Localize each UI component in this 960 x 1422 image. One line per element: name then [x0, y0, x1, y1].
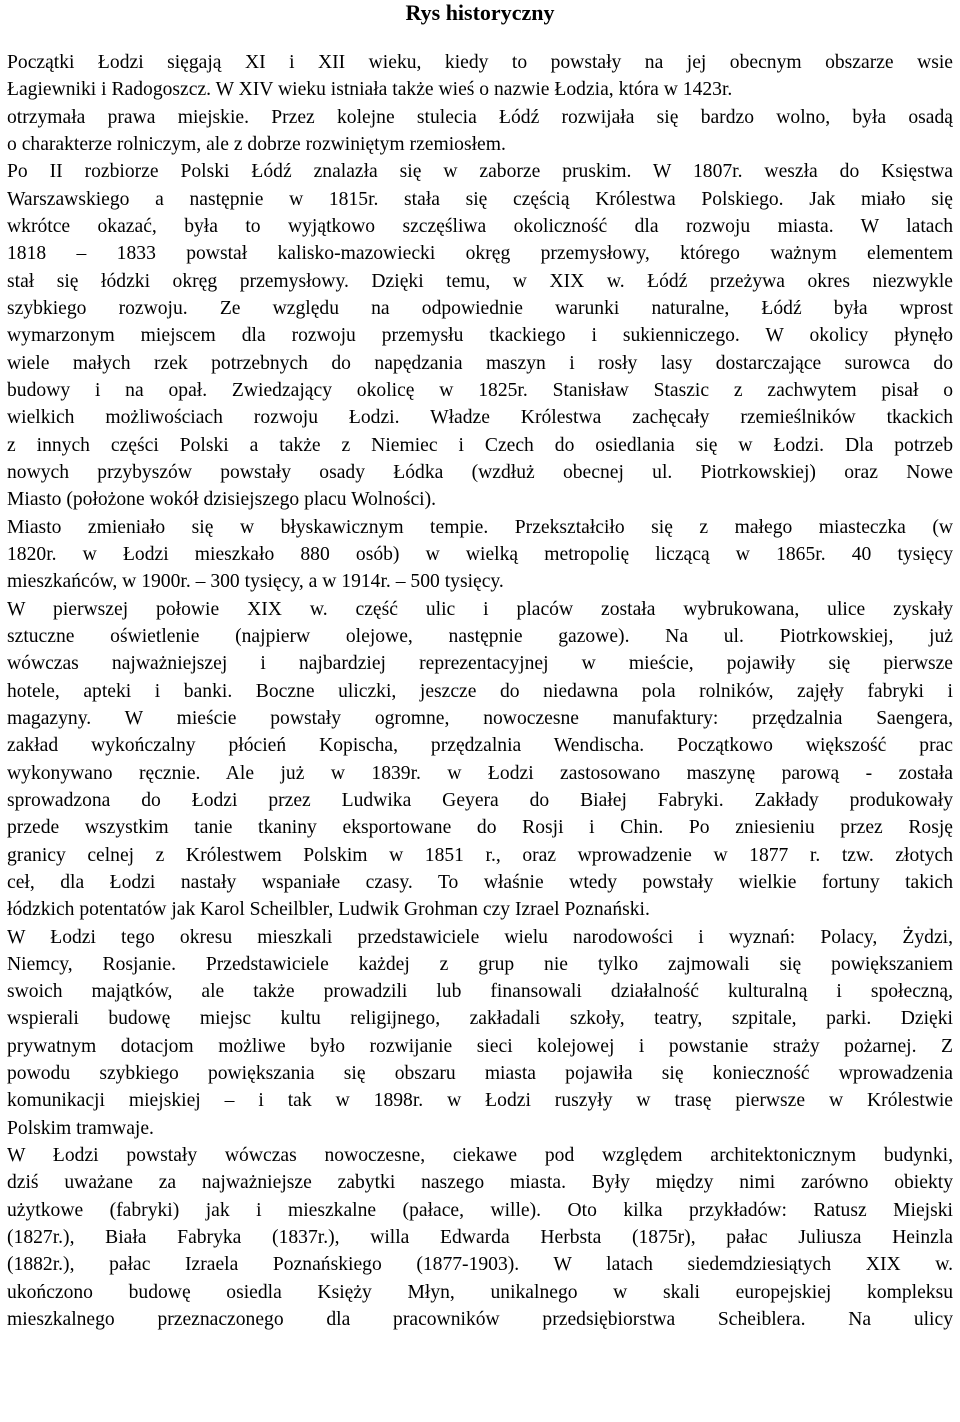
text-line: granicy celnej z Królestwem Polskim w 1851 r., oraz wprowadzenie w 1877 r. tzw. złotych [7, 844, 953, 866]
text-line: Warszawskiego a następnie w 1815r. stała się częścią Królestwa Polskiego. Jak miało się [7, 188, 953, 210]
text-line: otrzymała prawa miejskie. Przez kolejne stulecia Łódź rozwijała się bardzo wolno, była osadą [7, 106, 953, 128]
text-line: (1882r.), pałac Izraela Poznańskiego (1877-1903). W latach siedemdziesiątych XIX w. [7, 1254, 953, 1276]
text-line: Po II rozbiorze Polski Łódź znalazła się w zaborze pruskim. W 1807r. weszła do Księstwa [7, 161, 953, 183]
text-line: 1820r. w Łodzi mieszkało 880 osób) w wielką metropolię liczącą w 1865r. 40 tysięcy [7, 543, 953, 565]
text-line: Początki Łodzi sięgają XI i XII wieku, kiedy to powstały na jej obecnym obszarze wsie [7, 52, 953, 73]
text-line: W Łodzi powstały wówczas nowoczesne, ciekawe pod względem architektonicznym budynki, [7, 1145, 953, 1167]
text-line: wymarzonym miejscem dla rozwoju przemysłu tkackiego i sukienniczego. W okolicy płynęło [7, 325, 953, 347]
text-line: przede wszystkim tanie tkaniny eksportowane do Rosji i Chin. Po zniesieniu przez Rosję [7, 817, 953, 839]
text-line: W pierwszej połowie XIX w. część ulic i placów została wybrukowana, ulice zyskały [7, 598, 953, 620]
text-line: wielkich możliwościach rozwoju Łodzi. Władze Królestwa zachęcały rzemieślników tkackich [7, 407, 953, 429]
text-line: Miasto zmieniało się w błyskawicznym tempie. Przekształciło się z małego miasteczka (w [7, 516, 953, 538]
text-line: (1827r.), Biała Fabryka (1837r.), willa Edwarda Herbsta (1875r), pałac Juliusza Heinzla [7, 1227, 953, 1249]
text-line: wspierali budowę miejsc kultu religijnego, zakładali szkoły, teatry, szpitale, parki. Dzięki [7, 1008, 953, 1030]
text-line: mieszkańców, w 1900r. – 300 tysięcy, a w 1914r. – 500 tysięcy. [7, 571, 504, 593]
text-line: wkrótce okazać, była to wyjątkowo szczęśliwa okoliczność dla rozwoju miasta. W latach [7, 215, 953, 237]
text-line: z innych części Polski a także z Niemiec i Czech do osiedlania się w Łodzi. Dla potrzeb [7, 434, 953, 456]
text-line: sprowadzona do Łodzi przez Ludwika Geyera do Białej Fabryki. Zakłady produkowały [7, 789, 953, 811]
text-line: Polskim tramwaje. [7, 1117, 154, 1139]
text-line: wówczas najważniejszej i najbardziej reprezentacyjnej w mieście, pojawiły się pierwsze [7, 653, 953, 675]
text-line: dziś uważane za najważniejsze zabytki naszego miasta. Były między nimi zarówno obiekty [7, 1172, 953, 1194]
text-line: W Łodzi tego okresu mieszkali przedstawiciele wielu narodowości i wyznań: Polacy, Żydzi, [7, 926, 953, 948]
text-line: łódzkich potentatów jak Karol Scheilbler, Ludwik Grohman czy Izrael Poznański. [7, 899, 650, 921]
text-line: budowy i na opał. Zwiedzający okolicę w 1825r. Stanisław Staszic z zachwytem pisał o [7, 379, 953, 401]
text-line: ceł, dla Łodzi nastały wspaniałe czasy. To właśnie wtedy powstały wielkie fortuny takich [7, 871, 953, 893]
article-body [7, 49, 953, 1333]
text-line: swoich majątków, ale także prowadzili lub finansowali działalność kulturalną i społeczną, [7, 981, 953, 1003]
text-line: szybkiego rozwoju. Ze względu na odpowiednie warunki naturalne, Łódź była wprost [7, 297, 953, 319]
text-line: Niemcy, Rosjanie. Przedstawiciele każdej z grup nie tylko zajmowali się powiększaniem [7, 953, 953, 975]
text-line: mieszkalnego przeznaczonego dla pracowników przedsiębiorstwa Scheiblera. Na ulicy [7, 1309, 953, 1331]
text-line: powodu szybkiego powiększania się obszaru miasta pojawiła się konieczność wprowadzenia [7, 1063, 953, 1085]
text-line: Miasto (położone wokół dzisiejszego placu Wolności). [7, 489, 437, 511]
text-line: prywatnym dotacjom możliwe było rozwijanie sieci kolejowej i powstanie straży pożarnej. Z [7, 1035, 953, 1057]
text-line: stał się łódzki okręg przemysłowy. Dzięki temu, w XIX w. Łódź przeżywa okres niezwykle [7, 270, 953, 292]
text-line: o charakterze rolniczym, ale z dobrze rozwiniętym rzemiosłem. [7, 133, 506, 155]
text-line: zakład wykończalny płócień Kopischa, przędzalnia Wendischa. Początkowo większość prac [7, 735, 953, 757]
text-line: użytkowe (fabryki) jak i mieszkalne (pałace, wille). Oto kilka przykładów: Ratusz Miejski [7, 1199, 953, 1221]
text-line: komunikacji miejskiej – i tak w 1898r. w Łodzi ruszyły w trasę pierwsze w Królestwie [7, 1090, 953, 1112]
text-line: wykonywano ręcznie. Ale już w 1839r. w Łodzi zastosowano maszynę parową - została [7, 762, 953, 784]
text-line: wiele małych rzek potrzebnych do napędzania maszyn i rosły lasy dostarczające surowca do [7, 352, 953, 374]
text-line: sztuczne oświetlenie (najpierw olejowe, następnie gazowe). Na ul. Piotrkowskiej, już [7, 625, 953, 647]
text-line: hotele, apteki i banki. Boczne uliczki, jeszcze do niedawna pola rolników, zajęły fabryki i [7, 680, 953, 702]
text-line: magazyny. W mieście powstały ogromne, nowoczesne manufaktury: przędzalnia Saengera, [7, 707, 953, 729]
text-line: Łagiewniki i Radogoszcz. W XIV wieku istniała także wieś o nazwie Łodzia, która w 1423r. [7, 79, 733, 101]
text-line: 1818 – 1833 powstał kalisko-mazowiecki okręg przemysłowy, którego ważnym elementem [7, 243, 953, 265]
text-line: nowych przybyszów powstały osady Łódka (wzdłuż obecnej ul. Piotrkowskiej) oraz Nowe [7, 461, 953, 483]
page-title: Rys historyczny [405, 0, 555, 25]
text-line: ukończono budowę osiedla Księży Młyn, unikalnego w skali europejskiej kompleksu [7, 1281, 953, 1303]
